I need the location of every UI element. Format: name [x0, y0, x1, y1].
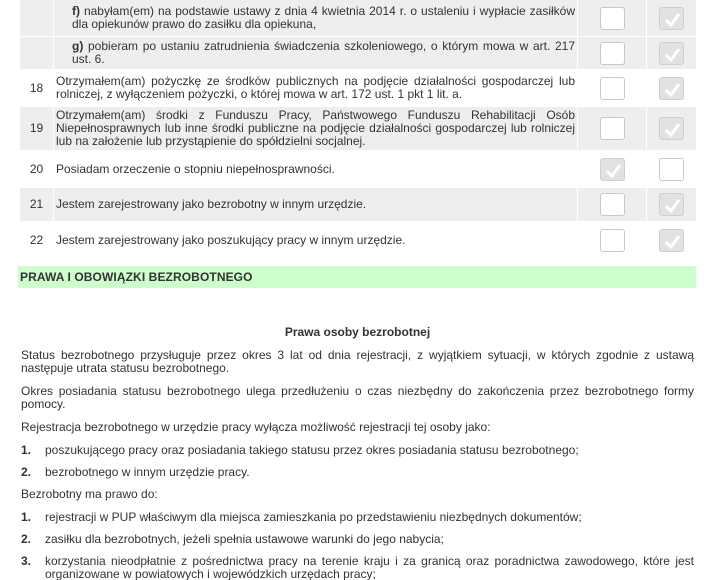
no-cell — [647, 107, 696, 150]
yes-cell — [578, 151, 646, 187]
row-description: Jestem zarejestrowany jako bezrobotny w innym urzędzie. — [56, 197, 367, 211]
row-number — [20, 37, 53, 69]
section-header: PRAWA I OBOWIĄZKI BEZROBOTNEGO — [18, 266, 696, 288]
paragraph: Okres posiadania statusu bezrobotnego ulega przedłużeniu o czas niezbędny do zakończenia przez bezrobotnego formy pomocy. — [21, 384, 694, 411]
list-number: 2. — [21, 532, 32, 546]
yes-checkbox[interactable] — [600, 193, 625, 216]
section-title: Prawa osoby bezrobotnej — [284, 325, 431, 339]
table-row — [20, 188, 696, 221]
yes-checkbox[interactable] — [600, 229, 625, 252]
list-text: bezrobotnego w innym urzędzie pracy. — [45, 465, 250, 479]
table-row — [20, 37, 696, 69]
yes-checkbox[interactable] — [600, 117, 625, 140]
no-checkbox[interactable] — [659, 229, 684, 252]
no-checkbox[interactable] — [659, 158, 684, 181]
yes-checkbox[interactable] — [600, 158, 625, 181]
check-icon — [663, 80, 682, 99]
list-number: 2. — [21, 465, 32, 479]
row-text — [54, 222, 577, 258]
table-row — [20, 70, 696, 106]
list-text: rejestracji w PUP właściwym dla miejsca zamieszkania po przedstawieniu niezbędnych dokumentów; — [45, 510, 582, 524]
no-cell — [647, 222, 696, 258]
yes-checkbox[interactable] — [600, 77, 625, 100]
table-row — [20, 151, 696, 187]
no-checkbox[interactable] — [659, 77, 684, 100]
row-text — [54, 107, 577, 150]
check-icon — [663, 120, 682, 139]
no-cell — [647, 70, 696, 106]
row-label: g) — [72, 39, 84, 53]
row-description: Otrzymałem(am) pożyczkę ze środków publicznych na podjęcie działalności gospodarczej lub rolniczej, z wyłączeniem pożyczki, o której mowa w art. 172 ust. 1 pkt 1 lit. a. — [56, 74, 575, 101]
table-row — [20, 222, 696, 258]
check-icon — [663, 45, 682, 64]
yes-checkbox[interactable] — [600, 42, 625, 65]
no-checkbox[interactable] — [659, 193, 684, 216]
check-icon — [663, 232, 682, 251]
row-description: nabyłam(em) na podstawie ustawy z dnia 4 kwietnia 2014 r. o ustaleniu i wypłacie zasiłków dla opiekunów prawo do zasiłku dla opiekuna, — [72, 4, 575, 31]
yes-cell — [578, 222, 646, 258]
row-description: Jestem zarejestrowany jako poszukujący pracy w innym urzędzie. — [56, 232, 406, 247]
table-row — [20, 107, 696, 150]
no-checkbox[interactable] — [659, 117, 684, 140]
row-number: 18 — [29, 80, 44, 95]
list-text: korzystania nieodpłatnie z pośrednictwa pracy na terenie kraju i za granicą oraz poradnictwa zawodowego, które jest organizowane w powiatowych i wojewódzkich urzędach pracy; — [45, 554, 694, 580]
check-icon — [663, 10, 682, 29]
no-cell — [647, 151, 696, 187]
check-icon — [604, 161, 623, 180]
no-cell — [647, 37, 696, 69]
list-number: 1. — [21, 510, 32, 524]
no-cell — [647, 0, 696, 36]
yes-cell — [578, 0, 646, 36]
row-text — [54, 70, 577, 106]
list-text: poszukującego pracy oraz posiadania takiego statusu przez okres posiadania statusu bezrobotnego; — [45, 443, 579, 457]
row-number: 22 — [29, 232, 44, 247]
row-text — [54, 151, 577, 187]
row-number: 21 — [20, 188, 53, 221]
check-icon — [663, 196, 682, 215]
table-row — [20, 0, 696, 36]
paragraph: Bezrobotny ma prawo do: — [21, 487, 158, 501]
paragraph: Rejestracja bezrobotnego w urzędzie pracy wyłącza możliwość rejestracji tej osoby jako: — [21, 420, 491, 434]
list-text: zasiłku dla bezrobotnych, jeżeli spełnia ustawowe warunki do jego nabycia; — [45, 532, 444, 546]
row-number — [20, 0, 53, 36]
yes-cell — [578, 107, 646, 150]
row-text — [54, 188, 577, 221]
list-number: 3. — [21, 554, 32, 568]
row-text — [54, 37, 577, 69]
row-number: 19 — [20, 107, 53, 150]
row-description: Otrzymałem(am) środki z Funduszu Pracy, Państwowego Funduszu Rehabilitacji Osób Niepełnosprawnych lub inne środki publiczne na podjęcie działalności gospodarczej lub rolniczej lub na założenie lub przystąpienie do spółdzielni socjalnej. — [56, 108, 575, 148]
row-number: 20 — [29, 161, 44, 176]
yes-checkbox[interactable] — [600, 7, 625, 30]
yes-cell — [578, 70, 646, 106]
no-cell — [647, 188, 696, 221]
no-checkbox[interactable] — [659, 7, 684, 30]
row-description: Posiadam orzeczenie o stopniu niepełnosprawności. — [56, 161, 335, 176]
yes-cell — [578, 188, 646, 221]
yes-cell — [578, 37, 646, 69]
row-text — [54, 0, 577, 36]
row-description: pobieram po ustaniu zatrudnienia świadczenia szkoleniowego, o którym mowa w art. 217 ust. 6. — [72, 39, 575, 66]
no-checkbox[interactable] — [659, 42, 684, 65]
paragraph: Status bezrobotnego przysługuje przez okres 3 lat od dnia rejestracji, z wyjątkiem sytuacji, w których zgodnie z ustawą następuje utrata statusu bezrobotnego. — [21, 348, 694, 375]
list-number: 1. — [21, 443, 32, 457]
row-label: f) — [72, 4, 80, 18]
